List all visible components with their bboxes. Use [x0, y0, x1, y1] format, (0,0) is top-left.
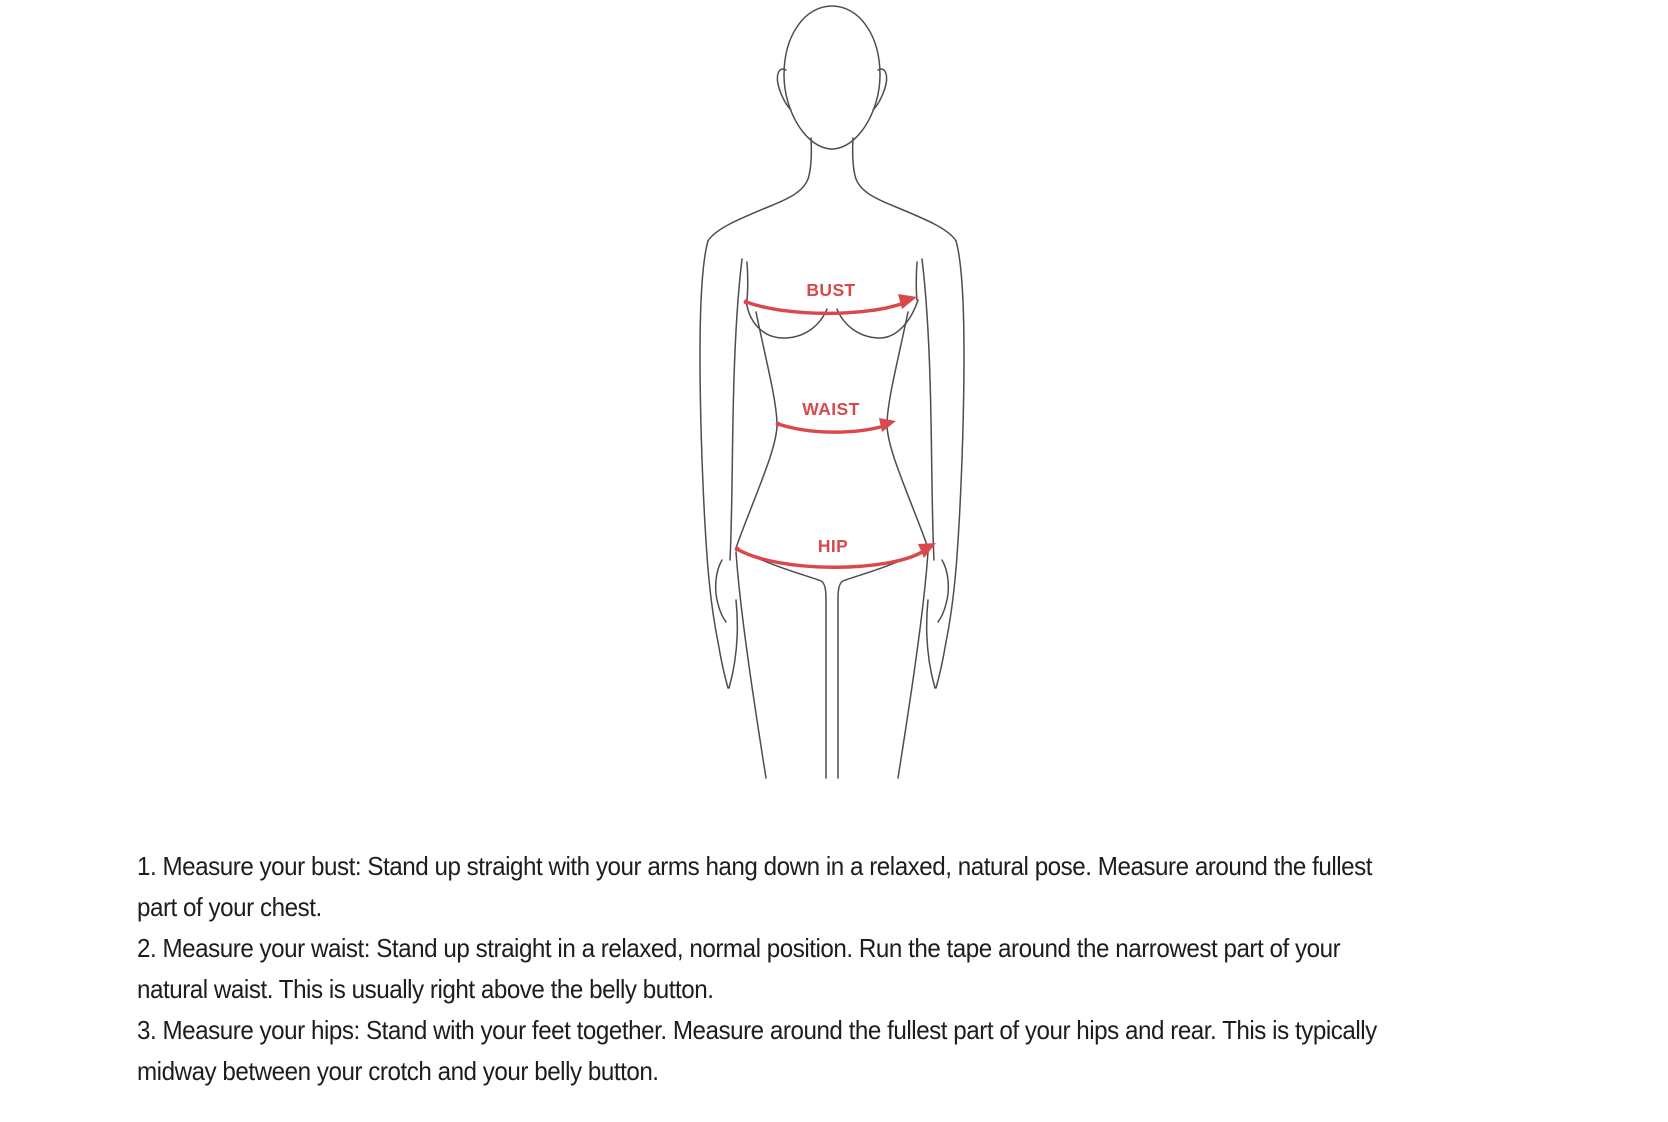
- right-hand-outline: [938, 560, 948, 622]
- right-arm-outline: [936, 241, 964, 688]
- left-arm-outline: [700, 241, 728, 688]
- hip-label: HIP: [817, 536, 849, 556]
- right-hand-inner-outline: [927, 600, 935, 688]
- right-chest-outline: [916, 262, 917, 300]
- bust-label: BUST: [806, 280, 856, 300]
- left-pelvis-leg-outline: [736, 548, 826, 778]
- left-shoulder-outline: [708, 138, 811, 241]
- left-hand-inner-outline: [729, 600, 737, 688]
- measurement-instructions: [137, 846, 1377, 1092]
- instruction-waist-line-2: natural waist. This is usually right above the belly button.: [137, 974, 714, 1004]
- left-torso-outline: [736, 312, 777, 548]
- instruction-hips-line-1: 3. Measure your hips: Stand with your feet together. Measure around the fullest part of your hips and rear. This is typically: [137, 1015, 1377, 1045]
- right-pelvis-leg-outline: [838, 548, 928, 778]
- head-outline: [784, 6, 880, 149]
- waist-measure-line: [778, 424, 884, 432]
- waist-label: WAIST: [802, 399, 860, 419]
- right-inner-arm-outline: [922, 259, 934, 560]
- instruction-bust-line-2: part of your chest.: [137, 892, 322, 922]
- left-leg-outline: [736, 552, 766, 778]
- left-chest-outline: [747, 262, 748, 300]
- body-outline: [700, 6, 964, 778]
- left-hand-outline: [716, 560, 726, 622]
- instruction-waist-line-1: 2. Measure your waist: Stand up straight in a relaxed, normal position. Run the tape around the narrowest part of your: [137, 933, 1341, 963]
- right-shoulder-outline: [853, 138, 956, 241]
- bust-arrow-icon: [898, 294, 917, 309]
- right-torso-outline: [887, 312, 928, 548]
- instruction-hips-line-2: midway between your crotch and your belly button.: [137, 1056, 659, 1086]
- left-inner-arm-outline: [730, 259, 742, 560]
- right-leg-outline: [898, 552, 928, 778]
- instruction-bust-line-1: 1. Measure your bust: Stand up straight with your arms hang down in a relaxed, natural pose. Measure around the fullest: [137, 851, 1372, 881]
